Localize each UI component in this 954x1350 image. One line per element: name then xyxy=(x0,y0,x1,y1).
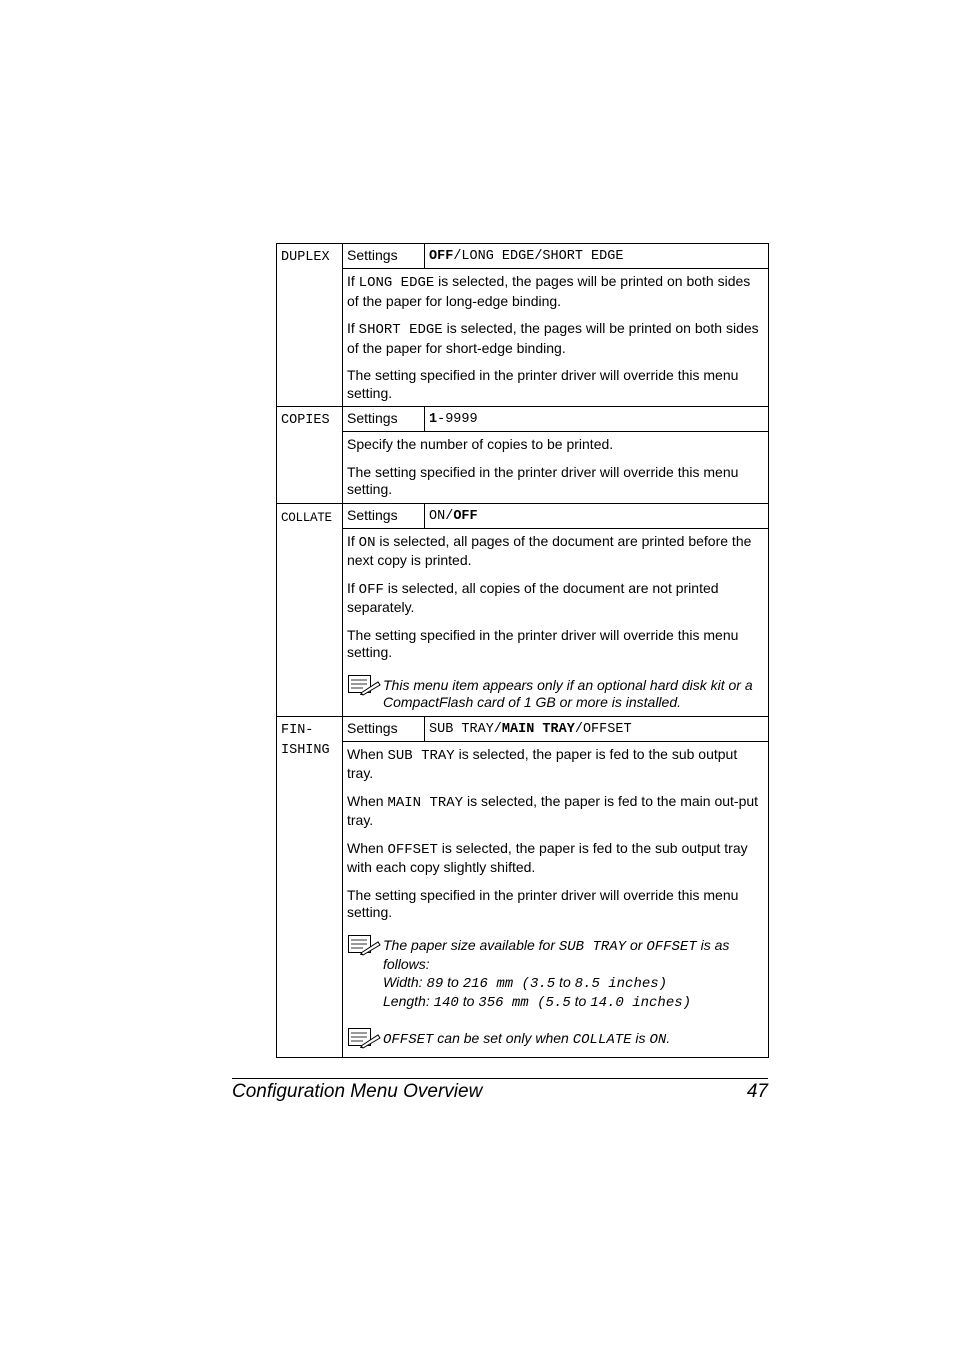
note-text: OFFSET can be set only when COLLATE is ON. xyxy=(383,1029,671,1048)
settings-value: 1-9999 xyxy=(425,407,769,432)
menu-key-collate: COLLATE xyxy=(277,503,343,716)
description-paragraph: If OFF is selected, all copies of the document are not printed separately. xyxy=(347,579,719,615)
table-row xyxy=(277,244,769,269)
table-row xyxy=(277,503,769,528)
description-paragraph: The setting specified in the printer driver will override this menu setting. xyxy=(347,367,739,401)
description-paragraph: When MAIN TRAY is selected, the paper is fed to the main out-put tray. xyxy=(347,792,759,828)
description-paragraph: If SHORT EDGE is selected, the pages will be printed on both sides of the paper for short-edge binding. xyxy=(347,320,759,356)
settings-value: SUB TRAY/MAIN TRAY/OFFSET xyxy=(425,716,769,741)
description-paragraph: If LONG EDGE is selected, the pages will be printed on both sides of the paper for long-edge binding. xyxy=(347,273,751,309)
description-paragraph: When SUB TRAY is selected, the paper is fed to the sub output tray. xyxy=(347,745,738,781)
description-paragraph: When OFFSET is selected, the paper is fed to the sub output tray with each copy slightly shifted. xyxy=(347,839,748,875)
note-pencil-icon xyxy=(347,1027,383,1054)
note xyxy=(347,674,765,712)
description-cell xyxy=(343,528,769,716)
table-row xyxy=(277,432,769,504)
table-row xyxy=(277,741,769,1058)
note-text: This menu item appears only if an optional hard disk kit or a CompactFlash card of 1 GB or more is installed. xyxy=(383,676,753,710)
table-row xyxy=(277,407,769,432)
settings-value: OFF/LONG EDGE/SHORT EDGE xyxy=(425,244,769,269)
table-row xyxy=(277,716,769,741)
table-row xyxy=(277,269,769,407)
note-pencil-icon xyxy=(347,674,383,701)
description-cell xyxy=(343,432,769,504)
description-paragraph: If ON is selected, all pages of the document are printed before the next copy is printed. xyxy=(347,532,752,568)
length-range: Length: 140 to 356 mm (5.5 to 14.0 inches) xyxy=(383,993,692,1011)
settings-label: Settings xyxy=(343,503,425,528)
page-number: 47 xyxy=(746,1081,768,1102)
description-paragraph: The setting specified in the printer driver will override this menu setting. xyxy=(347,626,739,660)
width-range: Width: 89 to 216 mm (3.5 to 8.5 inches) xyxy=(383,973,668,992)
note-pencil-icon xyxy=(347,934,383,961)
description-cell xyxy=(343,741,769,1058)
menu-key-duplex: DUPLEX xyxy=(277,244,343,407)
description-paragraph: The setting specified in the printer driver will override this menu setting. xyxy=(347,463,739,497)
settings-label: Settings xyxy=(343,407,425,432)
note xyxy=(347,1027,765,1054)
menu-key-copies: COPIES xyxy=(277,407,343,504)
footer-rule xyxy=(232,1078,768,1079)
settings-value: ON/OFF xyxy=(425,503,769,528)
description-paragraph: The setting specified in the printer driver will override this menu setting. xyxy=(347,886,739,920)
note-text: The paper size available for SUB TRAY or OFFSET is as follows: Width: 89 to 216 mm (3.5 to 8.5 inches) Length: 140 to 356 mm (5.5 to 14.0 inches) xyxy=(383,934,765,1013)
description-paragraph: Specify the number of copies to be printed. xyxy=(347,436,614,452)
table-row xyxy=(277,528,769,716)
settings-label: Settings xyxy=(343,716,425,741)
description-cell xyxy=(343,269,769,407)
settings-label: Settings xyxy=(343,244,425,269)
configuration-table xyxy=(276,243,769,1058)
menu-key-finishing: FIN- ISHING xyxy=(277,716,343,1058)
footer-title: Configuration Menu Overview xyxy=(232,1081,483,1102)
note xyxy=(347,934,765,1013)
